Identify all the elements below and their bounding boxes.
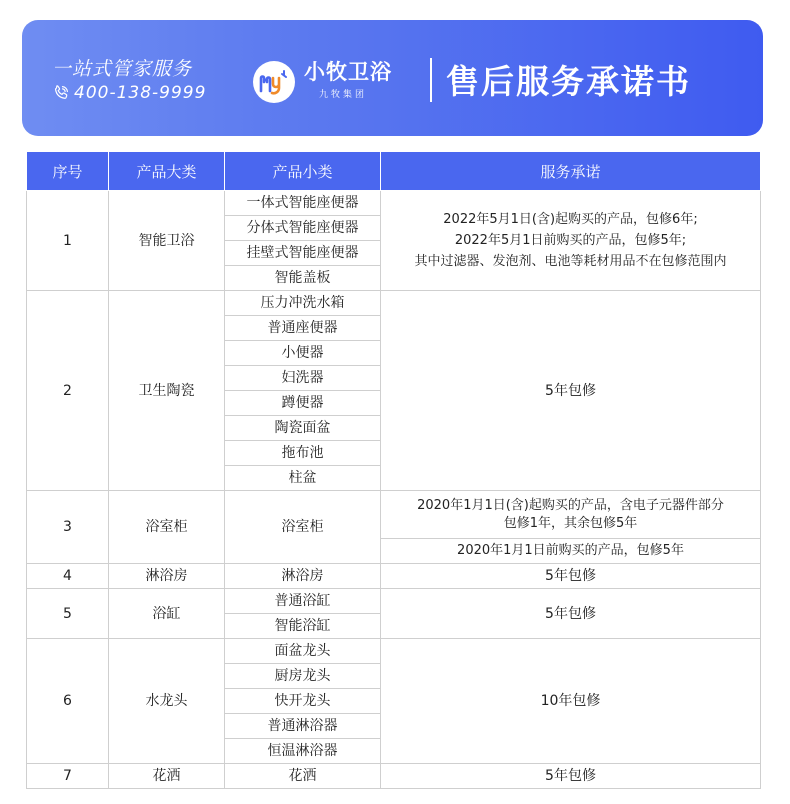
row-subcategory: 分体式智能座便器	[225, 216, 381, 241]
row-subcategory: 智能盖板	[225, 266, 381, 291]
row-number: 5	[27, 589, 109, 639]
row-subcategory: 浴室柜	[225, 491, 381, 564]
row-subcategory: 挂壁式智能座便器	[225, 241, 381, 266]
banner-divider	[430, 58, 432, 102]
row-subcategory: 拖布池	[225, 441, 381, 466]
row-promise: 2020年1月1日前购买的产品，包修5年	[381, 539, 761, 564]
row-number: 7	[27, 764, 109, 789]
row-subcategory: 花洒	[225, 764, 381, 789]
row-subcategory: 妇洗器	[225, 366, 381, 391]
row-subcategory: 小便器	[225, 341, 381, 366]
row-subcategory: 蹲便器	[225, 391, 381, 416]
brand-logo-icon	[252, 60, 296, 104]
row-subcategory: 普通座便器	[225, 316, 381, 341]
promise-line: 包修1年，其余包修5年	[503, 515, 638, 531]
phone-icon	[52, 84, 70, 102]
promise-line: 2022年5月1日(含)起购买的产品，包修6年;	[443, 212, 698, 227]
row-category: 卫生陶瓷	[109, 291, 225, 491]
row-number: 4	[27, 564, 109, 589]
row-number: 6	[27, 639, 109, 764]
table-row	[27, 491, 761, 539]
row-promise: 10年包修	[381, 639, 761, 764]
row-subcategory: 柱盆	[225, 466, 381, 491]
header-subcategory: 产品小类	[225, 152, 381, 191]
table-row	[27, 639, 761, 664]
service-promise-table	[26, 151, 761, 789]
row-promise: 5年包修	[381, 764, 761, 789]
row-category: 智能卫浴	[109, 191, 225, 291]
row-subcategory: 陶瓷面盆	[225, 416, 381, 441]
row-subcategory: 淋浴房	[225, 564, 381, 589]
row-category: 花洒	[109, 764, 225, 789]
row-subcategory: 普通淋浴器	[225, 714, 381, 739]
row-subcategory: 智能浴缸	[225, 614, 381, 639]
table-header-row	[27, 152, 761, 191]
row-subcategory: 快开龙头	[225, 689, 381, 714]
row-number: 3	[27, 491, 109, 564]
row-subcategory: 普通浴缸	[225, 589, 381, 614]
row-number: 2	[27, 291, 109, 491]
page-title: 售后服务承诺书	[446, 62, 691, 101]
table-row	[27, 191, 761, 216]
table-row	[27, 589, 761, 614]
row-promise: 5年包修	[381, 589, 761, 639]
row-subcategory: 一体式智能座便器	[225, 191, 381, 216]
row-subcategory: 厨房龙头	[225, 664, 381, 689]
header-category: 产品大类	[109, 152, 225, 191]
hotline	[52, 83, 206, 103]
table-row	[27, 564, 761, 589]
row-promise	[381, 491, 761, 539]
row-subcategory: 恒温淋浴器	[225, 739, 381, 764]
header-banner	[22, 20, 763, 136]
promise-line: 2022年5月1日前购买的产品，包修5年;	[454, 233, 687, 248]
row-category: 淋浴房	[109, 564, 225, 589]
table-row	[27, 291, 761, 316]
row-promise: 5年包修	[381, 291, 761, 491]
promise-line: 其中过滤器、发泡剂、电池等耗材用品不在包修范围内	[414, 254, 727, 269]
row-category: 水龙头	[109, 639, 225, 764]
row-number: 1	[27, 191, 109, 291]
hotline-number: 400-138-9999	[74, 83, 207, 103]
table-row	[27, 764, 761, 789]
header-promise: 服务承诺	[381, 152, 761, 191]
brand-name: 小牧卫浴	[304, 60, 392, 84]
row-category: 浴室柜	[109, 491, 225, 564]
row-subcategory: 压力冲洗水箱	[225, 291, 381, 316]
promise-line: 2020年1月1日(含)起购买的产品，含电子元器件部分	[417, 497, 724, 513]
slogan: 一站式管家服务	[52, 58, 193, 80]
row-subcategory: 面盆龙头	[225, 639, 381, 664]
row-promise: 5年包修	[381, 564, 761, 589]
row-category: 浴缸	[109, 589, 225, 639]
header-no: 序号	[27, 152, 109, 191]
row-promise	[381, 191, 761, 291]
brand-subtitle: 九牧集团	[319, 90, 368, 100]
